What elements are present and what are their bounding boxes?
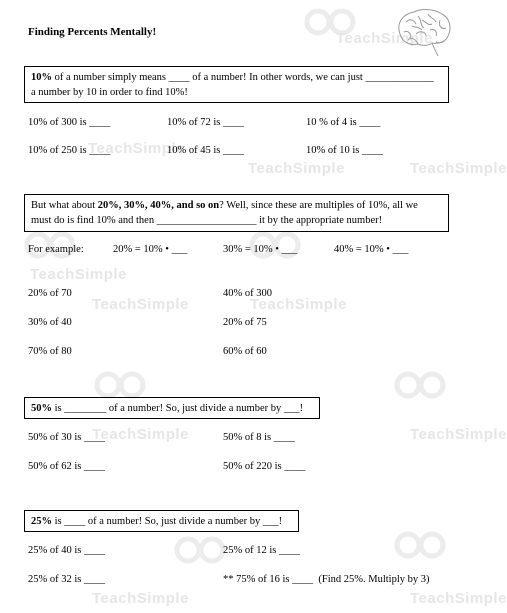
watermark-text: TeachSimple — [30, 266, 127, 283]
section2-post: ? Well, since these are multiples of 10%, all we — [219, 200, 418, 211]
section2-bold: 20%, 30%, 40%, and so on — [97, 200, 220, 211]
problem: 30% of 40 — [28, 317, 72, 328]
example: 40% = 10% • ___ — [334, 244, 409, 255]
problem: 50% of 8 is ____ — [223, 432, 295, 443]
owl-watermark-icon — [390, 365, 450, 405]
section3-text: is ________ of a number! So, just divide a number by ___! — [52, 403, 304, 414]
section2-line2: must do is find 10% and then ___________________ it by the appropriate number! — [31, 215, 383, 226]
section1-line1: of a number simply means ____ of a number! In other words, we can just _____________ — [52, 72, 434, 83]
watermark-text: TeachSimple — [92, 426, 189, 443]
problem: 25% of 40 is ____ — [28, 545, 105, 556]
owl-watermark-icon — [170, 530, 230, 570]
problem: 60% of 60 — [223, 346, 267, 357]
owl-watermark-icon — [390, 525, 450, 565]
problem: 50% of 62 is ____ — [28, 461, 105, 472]
example-label: For example: — [28, 244, 84, 255]
problem: 70% of 80 — [28, 346, 72, 357]
problem: 10% of 45 is ____ — [167, 145, 244, 156]
watermark-text: TeachSimple — [248, 160, 345, 177]
section4-bold: 25% — [31, 516, 52, 527]
section2-pre: But what about — [31, 200, 98, 211]
problem: 40% of 300 — [223, 288, 272, 299]
problem: 10% of 300 is ____ — [28, 117, 111, 128]
section1-line2: a number by 10 in order to find 10%! — [31, 87, 188, 98]
problem: 10% of 10 is ____ — [306, 145, 383, 156]
example: 20% = 10% • ___ — [113, 244, 188, 255]
watermark-text: TeachSimple — [410, 426, 507, 443]
watermark-text: TeachSimple — [92, 296, 189, 313]
section2-box — [24, 194, 449, 232]
watermark-text: TeachSimple — [88, 140, 185, 157]
watermark-text: TeachSimple — [250, 296, 347, 313]
problem: 10% of 72 is ____ — [167, 117, 244, 128]
section4-text: is ____ of a number! So, just divide a number by ___! — [52, 516, 283, 527]
watermark-text: TeachSimple — [92, 590, 189, 607]
problem: 25% of 32 is ____ — [28, 574, 105, 585]
problem: 10 % of 4 is ____ — [306, 117, 381, 128]
problem: 10% of 250 is ____ — [28, 145, 111, 156]
section4-box — [24, 510, 299, 532]
example: 30% = 10% • ___ — [223, 244, 298, 255]
section3-box — [24, 397, 320, 419]
problem: 25% of 12 is ____ — [223, 545, 300, 556]
section1-box — [24, 66, 449, 103]
section3-bold: 50% — [31, 403, 52, 414]
problem: 20% of 70 — [28, 288, 72, 299]
problem: 20% of 75 — [223, 317, 267, 328]
watermark-text: TeachSimple — [410, 160, 507, 177]
watermark-text: TeachSimple — [336, 30, 433, 47]
page-title: Finding Percents Mentally! — [28, 26, 157, 38]
brain-icon — [392, 6, 454, 58]
section1-bold: 10% — [31, 72, 52, 83]
watermark-text: TeachSimple — [410, 590, 507, 607]
problem: 50% of 30 is ____ — [28, 432, 105, 443]
problem: 50% of 220 is ____ — [223, 461, 306, 472]
problem: ** 75% of 16 is ____ (Find 25%. Multiply by 3) — [223, 574, 430, 585]
